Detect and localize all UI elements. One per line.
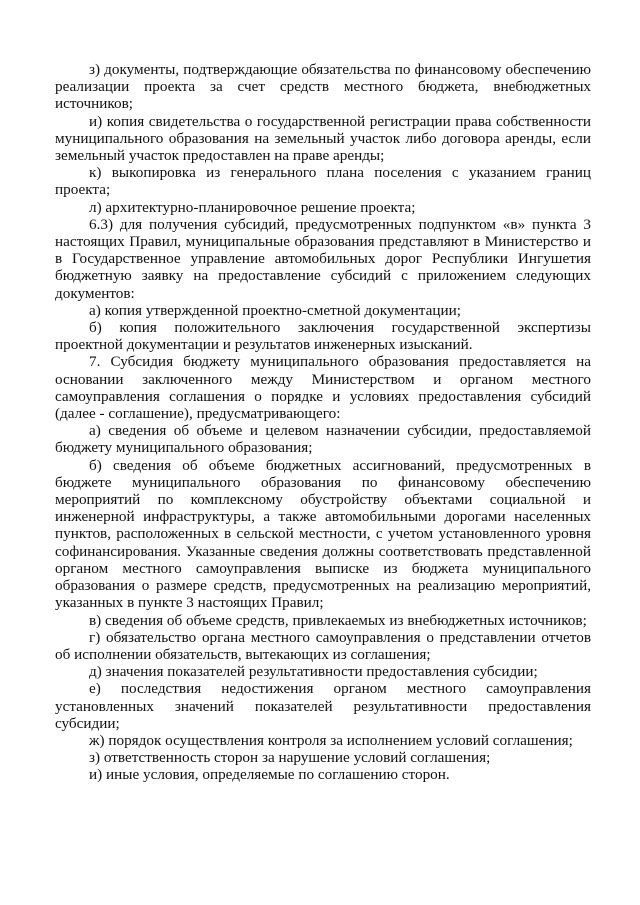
paragraph-b-budget-allocations: б) сведения об объеме бюджетных ассигнований, предусмотренных в бюджете муниципального образования по финансовому обеспечению мероприятий по комплексному обустройству объектами социальной и инженерной инфраструктуры, а также автомобильными дорогами населенных пунктов, расположенных в сельской местности, с учетом установленного уровня софинансирования. Указанные сведения должны соответствовать представленной органом местного самоуправления выписке из бюджета муниципального образования о размере средств, предусмотренных на реализацию мероприятий, указанных в пункте 3 настоящих Правил; [55, 456, 591, 612]
paragraph-v-extrabudgetary-funds: в) сведения об объеме средств, привлекаемых из внебюджетных источников; [89, 611, 587, 629]
paragraph-k-general-plan-extract: к) выкопировка из генерального плана поселения с указанием границ проекта; [55, 164, 591, 199]
paragraph-b-expert-review: б) копия положительного заключения государственной экспертизы проектной документации и результатов инженерных изысканий. [55, 319, 591, 354]
paragraph-z-responsibility: з) ответственность сторон за нарушение условий соглашения; [89, 749, 491, 767]
paragraph-z-documents: з) документы, подтверждающие обязательства по финансовому обеспечению реализации проекта за счет средств местного бюджета, внебюджетных источников; [55, 61, 591, 113]
paragraph-e-consequences: е) последствия недостижения органом местного самоуправления установленных значений показателей результативности предоставления субсидии; [55, 680, 591, 732]
paragraph-a-design-estimate: а) копия утвержденной проектно-сметной документации; [89, 301, 461, 319]
paragraph-d-performance-indicators: д) значения показателей результативности предоставления субсидии; [89, 663, 538, 681]
paragraph-l-architectural-solution: л) архитектурно-планировочное решение проекта; [89, 198, 416, 216]
paragraph-7-subsidy-agreement: 7. Субсидия бюджету муниципального образования предоставляется на основании заключенного между Министерством и органом местного самоуправления соглашения о порядке и условиях предоставления субсидий (далее - соглашение), предусматривающего: [55, 353, 591, 423]
document-page [55, 61, 591, 784]
paragraph-6-3-budget-request: 6.3) для получения субсидий, предусмотренных подпунктом «в» пункта 3 настоящих Правил, муниципальные образования представляют в Министерство и в Государственное управление автомобильных дорог Республики Ингушетия бюджетную заявку на предоставление субсидий с приложением следующих документов: [55, 215, 591, 302]
paragraph-zh-control-procedure: ж) порядок осуществления контроля за исполнением условий соглашения; [89, 731, 573, 749]
paragraph-i-other-conditions: и) иные условия, определяемые по соглашению сторон. [89, 766, 450, 784]
paragraph-g-reporting-obligation: г) обязательство органа местного самоуправления о представлении отчетов об исполнении обязательств, вытекающих из соглашения; [55, 628, 591, 663]
paragraph-i-registration-certificate: и) копия свидетельства о государственной регистрации права собственности муниципального образования на земельный участок либо договора аренды, если земельный участок предоставлен на праве аренды; [55, 112, 591, 165]
paragraph-a-subsidy-volume: а) сведения об объеме и целевом назначении субсидии, предоставляемой бюджету муниципального образования; [55, 422, 591, 457]
